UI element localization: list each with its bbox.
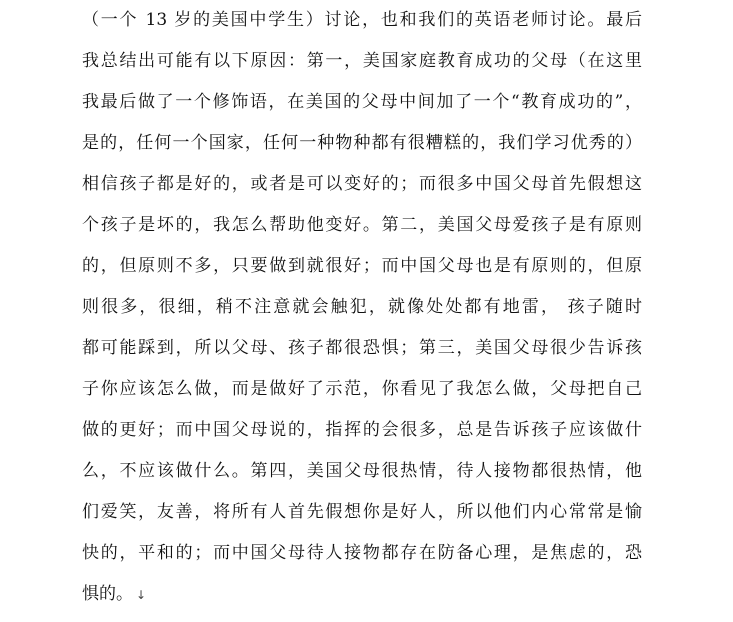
text-line-10: 子你应该怎么做，而是做好了示范，你看见了我怎么做，父母把自己 [82, 379, 642, 399]
text-line-15 [82, 577, 642, 611]
text-line-3: 我最后做了一个修饰语，在美国的父母中间加了一个“教育成功的”， [82, 92, 642, 112]
text-line-14: 快的，平和的；而中国父母待人接物都存在防备心理，是焦虑的，恐 [82, 543, 642, 563]
text-line-6: 个孩子是坏的，我怎么帮助他变好。第二，美国父母爱孩子是有原则 [82, 215, 642, 235]
text-line-1: （一个 13 岁的美国中学生）讨论，也和我们的英语老师讨论。最后 [82, 10, 642, 30]
text-line-5: 相信孩子都是好的，或者是可以变好的；而很多中国父母首先假想这 [82, 174, 642, 194]
text-line-9: 都可能踩到，所以父母、孩子都很恐惧；第三，美国父母很少告诉孩 [82, 338, 642, 358]
text-line-15-content: 惧的。 [82, 584, 133, 604]
paragraph-mark-icon: ↓ [136, 588, 147, 602]
text-line-12: 么，不应该做什么。第四，美国父母很热情，待人接物都很热情，他 [82, 461, 642, 481]
text-line-11: 做的更好；而中国父母说的，指挥的会很多，总是告诉孩子应该做什 [82, 420, 642, 440]
text-line-2: 我总结出可能有以下原因：第一，美国家庭教育成功的父母（在这里 [82, 51, 642, 71]
text-line-13: 们爱笑，友善，将所有人首先假想你是好人，所以他们内心常常是愉 [82, 502, 642, 522]
text-line-4: 是的，任何一个国家，任何一种物种都有很糟糕的，我们学习优秀的） [82, 133, 642, 153]
text-line-7: 的，但原则不多，只要做到就很好；而中国父母也是有原则的，但原 [82, 256, 642, 276]
text-line-8: 则很多，很细，稍不注意就会触犯，就像处处都有地雷， 孩子随时 [82, 297, 642, 317]
